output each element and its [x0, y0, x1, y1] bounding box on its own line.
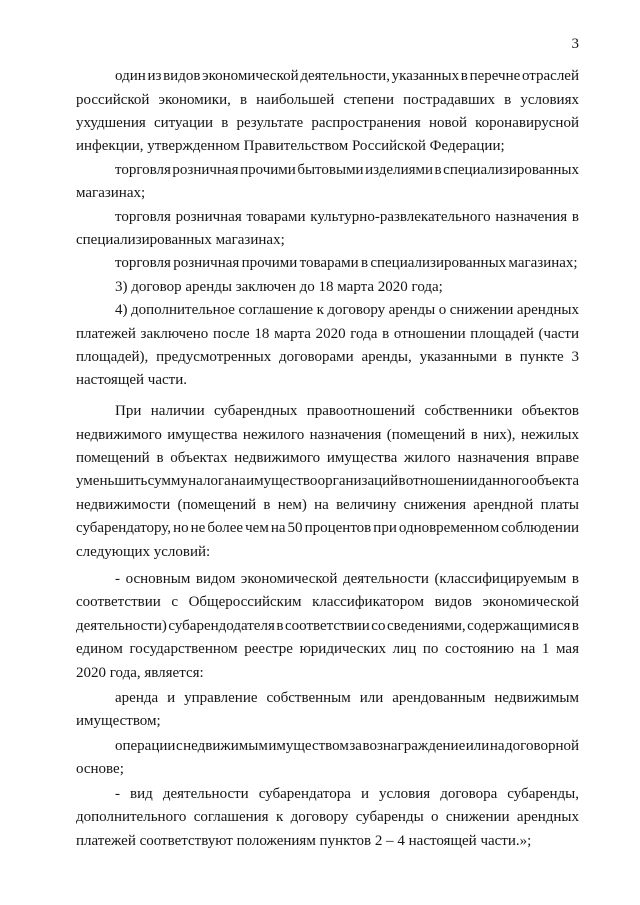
- text-line: операции с недвижимым имуществом за вознаграждение или на договорной: [115, 738, 579, 754]
- text-line: 2020 года, является:: [76, 664, 204, 681]
- text-line: - основным видом экономической деятельности (классифицируемым в: [115, 571, 579, 588]
- text-line: ухудшения ситуации в результате распространения новой коронавирусной: [76, 115, 579, 132]
- text-line: 3) договор аренды заключен до 18 марта 2020 года;: [115, 278, 443, 295]
- paragraph: [76, 299, 579, 393]
- text-line: основе;: [76, 761, 124, 778]
- text-line: настоящей части.: [76, 372, 187, 389]
- text-line: торговля розничная товарами культурно-развлекательного назначения в: [115, 208, 579, 225]
- text-line: следующих условий:: [76, 543, 211, 560]
- text-line: инфекции, утвержденном Правительством Российской Федерации;: [76, 138, 505, 155]
- paragraph: [76, 568, 579, 685]
- text-line: специализированных магазинах;: [76, 232, 285, 249]
- text-line: При наличии субарендных правоотношений собственники объектов: [115, 403, 579, 420]
- text-line: платежей заключено после 18 марта 2020 года в отношении площадей (части: [76, 325, 579, 342]
- paragraph: [76, 206, 579, 253]
- text-line: помещений в объектах недвижимого имущества жилого назначения вправе: [76, 449, 579, 466]
- text-line: один из видов экономической деятельности, указанных в перечне отраслей: [115, 68, 579, 85]
- paragraph: [76, 159, 579, 206]
- text-line: соответствии с Общероссийским классификатором видов экономической: [76, 594, 579, 611]
- text-line: площадей), предусмотренных договорами аренды, указанными в пункте 3: [76, 348, 579, 365]
- text-line: платежей соответствуют положениям пунктов 2 – 4 настоящей части.»;: [76, 832, 532, 849]
- text-line: недвижимого имущества нежилого назначения (помещений в них), нежилых: [76, 426, 579, 443]
- text-line: деятельности) субарендодателя в соответствии со сведениями, содержащимися в: [76, 617, 579, 634]
- text-line: аренда и управление собственным или арендованным недвижимым: [115, 690, 579, 707]
- paragraph: [76, 400, 579, 564]
- text-line: торговля розничная прочими товарами в специализированных магазинах;: [115, 255, 578, 272]
- text-line: российской экономики, в наибольшей степени пострадавших в условиях: [76, 91, 579, 108]
- text-line: дополнительного соглашения к договору субаренды о снижении арендных: [76, 809, 579, 826]
- text-line: субарендатору, но не более чем на 50 процентов при одновременном соблюдении: [76, 520, 579, 537]
- paragraph: [76, 65, 579, 159]
- text-line: недвижимости (помещений в нем) на величину снижения арендной платы: [76, 496, 579, 513]
- paragraph: [76, 276, 579, 299]
- paragraph: [76, 735, 579, 782]
- document-body: [76, 65, 579, 853]
- text-line: - вид деятельности субарендатора и условия договора субаренды,: [115, 785, 579, 802]
- text-line: уменьшить сумму налога на имущество организаций в отношении данного объекта: [76, 473, 579, 490]
- paragraph: [76, 252, 579, 275]
- text-line: магазинах;: [76, 185, 146, 202]
- text-line: 4) дополнительное соглашение к договору аренды о снижении арендных: [115, 302, 579, 319]
- page-number: 3: [571, 36, 579, 52]
- text-line: имуществом;: [76, 713, 161, 730]
- paragraph: [76, 783, 579, 853]
- paragraph: [76, 687, 579, 734]
- text-line: торговля розничная прочими бытовыми изделиями в специализированных: [115, 161, 579, 178]
- text-line: едином государственном реестре юридических лиц по состоянию на 1 мая: [76, 641, 579, 658]
